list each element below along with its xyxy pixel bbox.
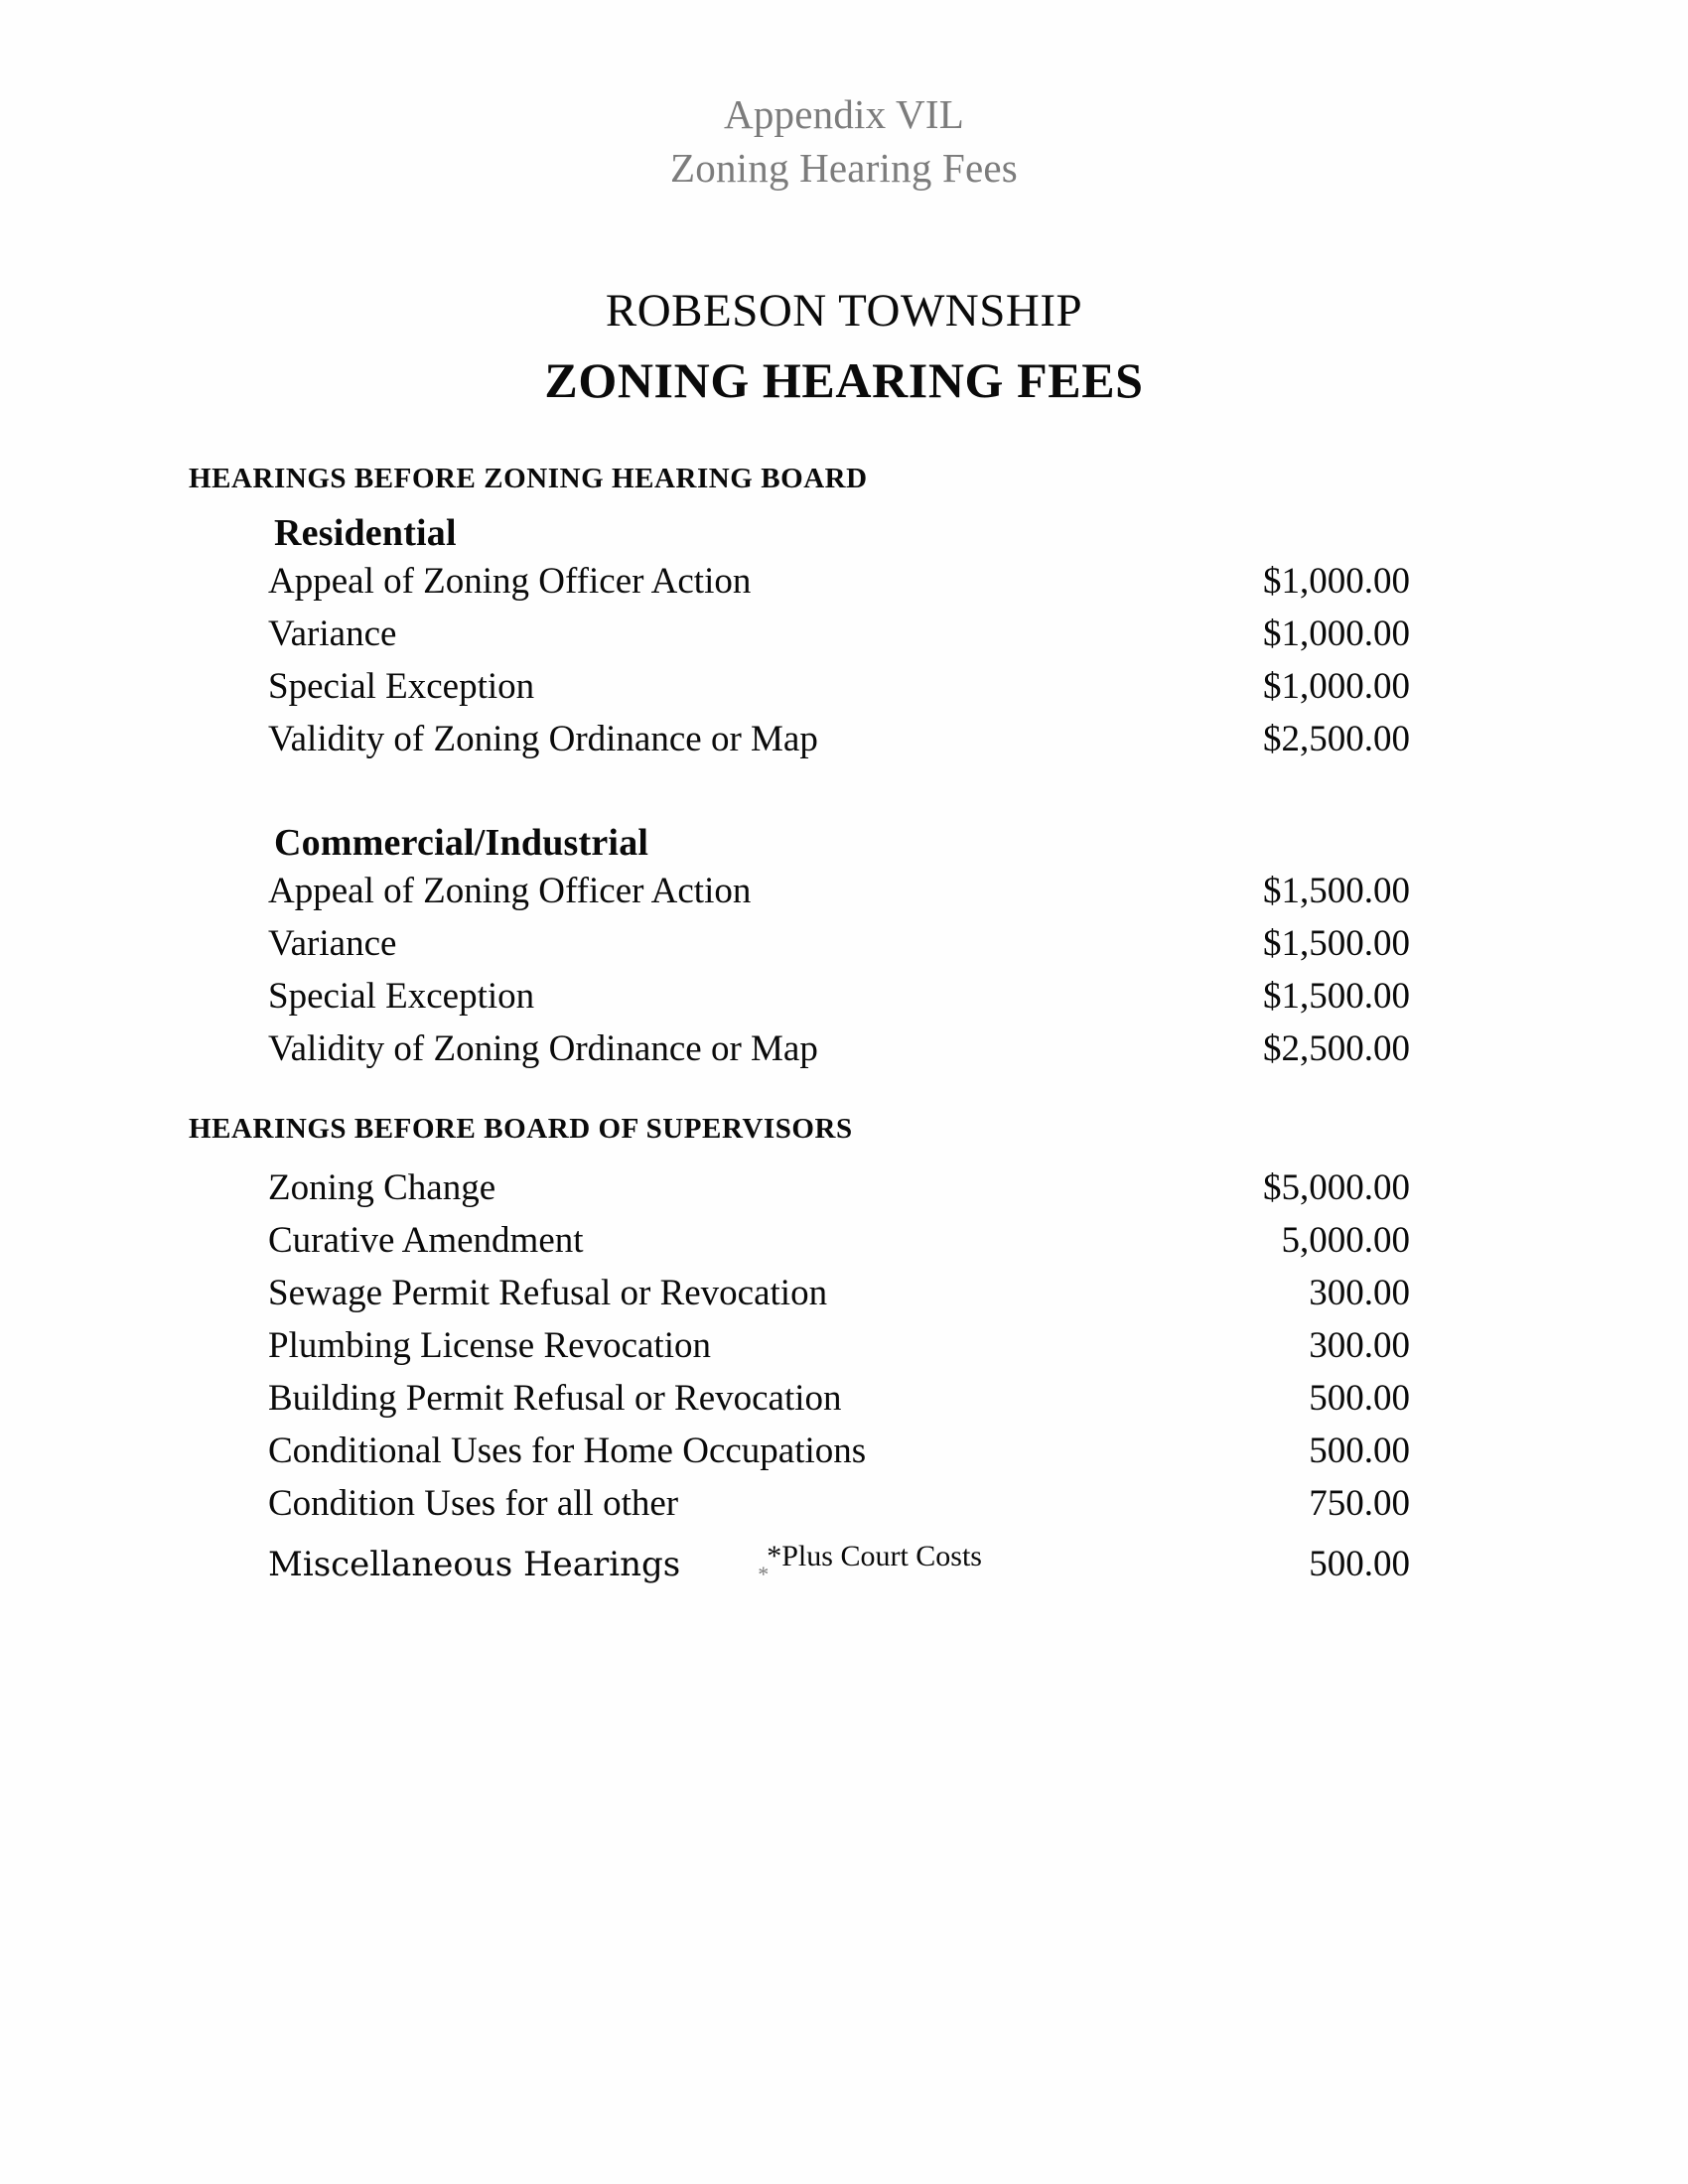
section-zoning-hearing-board bbox=[0, 463, 1688, 1075]
footnote-marker-small: * bbox=[758, 1562, 770, 1586]
section-heading: HEARINGS BEFORE BOARD OF SUPERVISORS bbox=[189, 1113, 853, 1145]
fee-amount: $1,500.00 bbox=[1263, 923, 1410, 964]
fee-label: Variance bbox=[268, 923, 397, 964]
footnote-text: *Plus Court Costs bbox=[767, 1540, 982, 1572]
table-row bbox=[268, 1425, 1410, 1477]
subsection-heading: Commercial/Industrial bbox=[274, 822, 649, 864]
fee-label: Miscellaneous Hearings bbox=[268, 1545, 681, 1584]
fee-label: Variance bbox=[268, 614, 397, 654]
fee-label: Conditional Uses for Home Occupations bbox=[268, 1431, 867, 1471]
organization-title: ROBESON TOWNSHIP bbox=[605, 285, 1083, 337]
fee-row-group bbox=[268, 865, 1410, 1075]
subsection-residential bbox=[0, 511, 1688, 765]
fee-amount: 500.00 bbox=[1309, 1378, 1410, 1419]
fee-amount: $1,500.00 bbox=[1263, 976, 1410, 1017]
fee-label: Condition Uses for all other bbox=[268, 1483, 679, 1524]
running-header-line-1: Appendix VIL bbox=[724, 91, 964, 137]
table-row bbox=[268, 660, 1410, 713]
fee-amount: $2,500.00 bbox=[1263, 1028, 1410, 1069]
section-board-of-supervisors bbox=[0, 1113, 1688, 1600]
fee-label: Validity of Zoning Ordinance or Map bbox=[268, 1028, 818, 1069]
footnote-plus-court-costs bbox=[758, 1530, 982, 1600]
fee-amount: $2,500.00 bbox=[1263, 719, 1410, 759]
fee-label: Curative Amendment bbox=[268, 1220, 584, 1261]
fee-label: Special Exception bbox=[268, 666, 535, 707]
fee-amount: 500.00 bbox=[1309, 1544, 1410, 1584]
table-row bbox=[268, 1372, 1410, 1425]
section-heading: HEARINGS BEFORE ZONING HEARING BOARD bbox=[189, 463, 868, 494]
fee-row-group bbox=[268, 1161, 1410, 1600]
subsection-commercial-industrial bbox=[0, 821, 1688, 1075]
fee-label: Special Exception bbox=[268, 976, 535, 1017]
table-row bbox=[268, 865, 1410, 917]
fee-label: Appeal of Zoning Officer Action bbox=[268, 871, 752, 911]
table-row bbox=[268, 713, 1410, 765]
fee-schedule bbox=[0, 463, 1688, 1600]
table-row bbox=[268, 1161, 1410, 1214]
fee-amount: $5,000.00 bbox=[1263, 1167, 1410, 1208]
fee-amount: $1,000.00 bbox=[1263, 666, 1410, 707]
table-row bbox=[268, 1267, 1410, 1319]
running-header-line-2: Zoning Hearing Fees bbox=[670, 145, 1018, 192]
fee-amount: 500.00 bbox=[1309, 1431, 1410, 1471]
fee-label: Validity of Zoning Ordinance or Map bbox=[268, 719, 818, 759]
table-row bbox=[268, 970, 1410, 1023]
fee-label: Plumbing License Revocation bbox=[268, 1325, 711, 1366]
fee-amount: $1,500.00 bbox=[1263, 871, 1410, 911]
fee-label: Appeal of Zoning Officer Action bbox=[268, 561, 752, 602]
table-row bbox=[268, 917, 1410, 970]
fee-amount: 750.00 bbox=[1309, 1483, 1410, 1524]
page-title: ZONING HEARING FEES bbox=[544, 352, 1144, 409]
table-row bbox=[268, 608, 1410, 660]
table-row bbox=[268, 1214, 1410, 1267]
subsection-heading: Residential bbox=[274, 512, 457, 554]
table-row bbox=[268, 1023, 1410, 1075]
running-header bbox=[0, 87, 1688, 195]
table-row bbox=[268, 1530, 1410, 1600]
fee-amount: 300.00 bbox=[1309, 1325, 1410, 1366]
table-row bbox=[268, 1477, 1410, 1530]
fee-label: Sewage Permit Refusal or Revocation bbox=[268, 1273, 828, 1313]
fee-amount: 5,000.00 bbox=[1281, 1220, 1410, 1261]
fee-amount: 300.00 bbox=[1309, 1273, 1410, 1313]
fee-label: Building Permit Refusal or Revocation bbox=[268, 1378, 842, 1419]
fee-label: Zoning Change bbox=[268, 1167, 496, 1208]
fee-amount: $1,000.00 bbox=[1263, 614, 1410, 654]
fee-amount: $1,000.00 bbox=[1263, 561, 1410, 602]
title-block bbox=[0, 284, 1688, 413]
fee-row-group bbox=[268, 555, 1410, 765]
table-row bbox=[268, 1319, 1410, 1372]
table-row bbox=[268, 555, 1410, 608]
